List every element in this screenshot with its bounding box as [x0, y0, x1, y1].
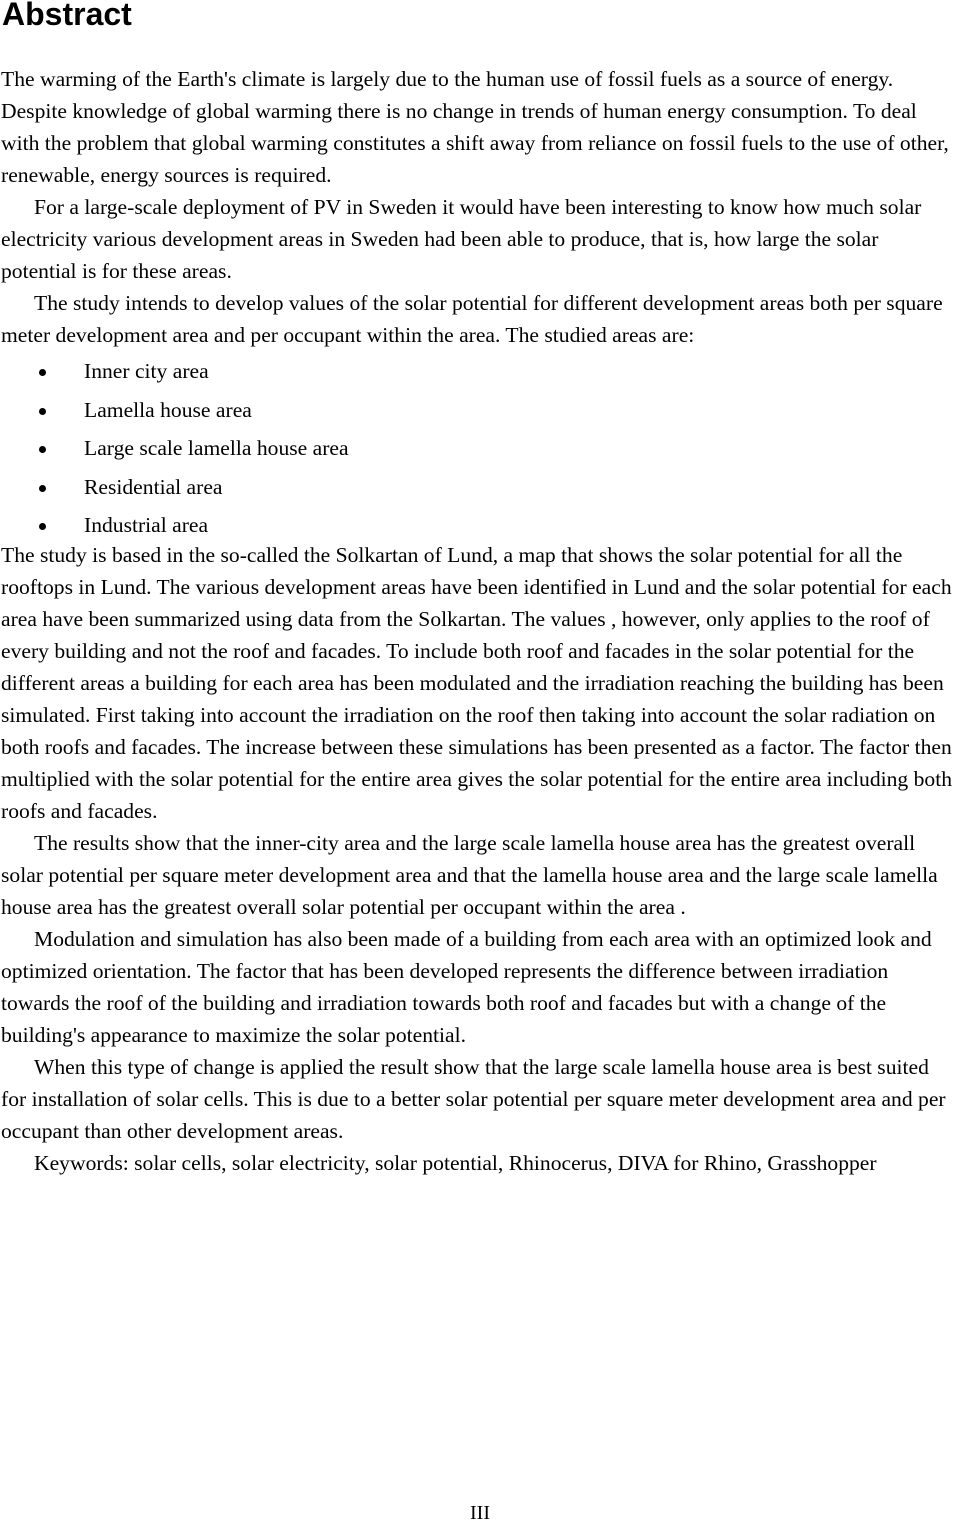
- paragraph-solkartan: The study is based in the so-called the Solkartan of Lund, a map that shows the solar potential for all the rooftops in Lund. The various development areas have been identified in Lund and the solar potential for each area have been summarized using data from the Solkartan. The values , however, only applies to the roof of every building and not the roof and facades. To include both roof and facades in the solar potential for the different areas a building for each area has been modulated and the irradiation reaching the building has been simulated. First taking into account the irradiation on the roof then taking into account the solar radiation on both roofs and facades. The increase between these simulations has been presented as a factor. The factor then multiplied with the solar potential for the entire area gives the solar potential for the entire area including both roofs and facades.: [1, 542, 953, 823]
- paragraph-study-intent: The study intends to develop values of the solar potential for different development areas both per square meter development area and per occupant within the area. The studied areas are:: [1, 291, 943, 347]
- studied-areas-list: [1, 355, 959, 548]
- list-item: [1, 355, 959, 394]
- list-item: [1, 471, 959, 510]
- abstract-heading: Abstract: [2, 0, 132, 32]
- paragraph-keywords: Keywords: solar cells, solar electricity, solar potential, Rhinocerus, DIVA for Rhino, Grasshopper: [34, 1150, 877, 1175]
- bullet-icon: [39, 523, 46, 530]
- abstract-body: [1, 63, 959, 1179]
- paragraph-climate: The warming of the Earth's climate is largely due to the human use of fossil fuels as a source of energy. Despite knowledge of global warming there is no change in trends of human energy consumption. To deal with the problem that global warming constitutes a shift away from reliance on fossil fuels to the use of other, renewable, energy sources is required.: [1, 67, 949, 187]
- paragraph-results: The results show that the inner-city area and the large scale lamella house area has the greatest overall solar potential per square meter development area and that the lamella house area and the large scale lamella house area has the greatest overall solar potential per occupant within the area .: [1, 830, 938, 919]
- bullet-icon: [39, 446, 46, 453]
- list-item-label: Residential area: [84, 474, 223, 499]
- paragraph-conclusion: When this type of change is applied the result show that the large scale lamella house area is best suited for installation of solar cells. This is due to a better solar potential per square meter development area and per occupant than other development areas.: [1, 1054, 946, 1143]
- list-item-label: Large scale lamella house area: [84, 436, 349, 460]
- paragraph-pv-deployment: For a large-scale deployment of PV in Sweden it would have been interesting to know how much solar electricity various development areas in Sweden had been able to produce, that is, how large the solar potential is for these areas.: [1, 195, 922, 283]
- list-item: [1, 509, 959, 548]
- paragraph-modulation: Modulation and simulation has also been made of a building from each area with an optimized look and optimized orientation. The factor that has been developed represents the difference between irradiation towards the roof of the building and irradiation towards both roof and facades but with a change of the building's appearance to maximize the solar potential.: [1, 926, 932, 1047]
- bullet-icon: [39, 408, 46, 415]
- list-item: [1, 394, 959, 433]
- list-item-label: Inner city area: [84, 359, 209, 383]
- list-item: [1, 432, 959, 471]
- bullet-icon: [39, 485, 46, 492]
- list-item-label: Industrial area: [84, 513, 209, 537]
- bullet-icon: [39, 369, 46, 376]
- page-number: III: [470, 1502, 490, 1524]
- list-item-label: Lamella house area: [84, 397, 252, 422]
